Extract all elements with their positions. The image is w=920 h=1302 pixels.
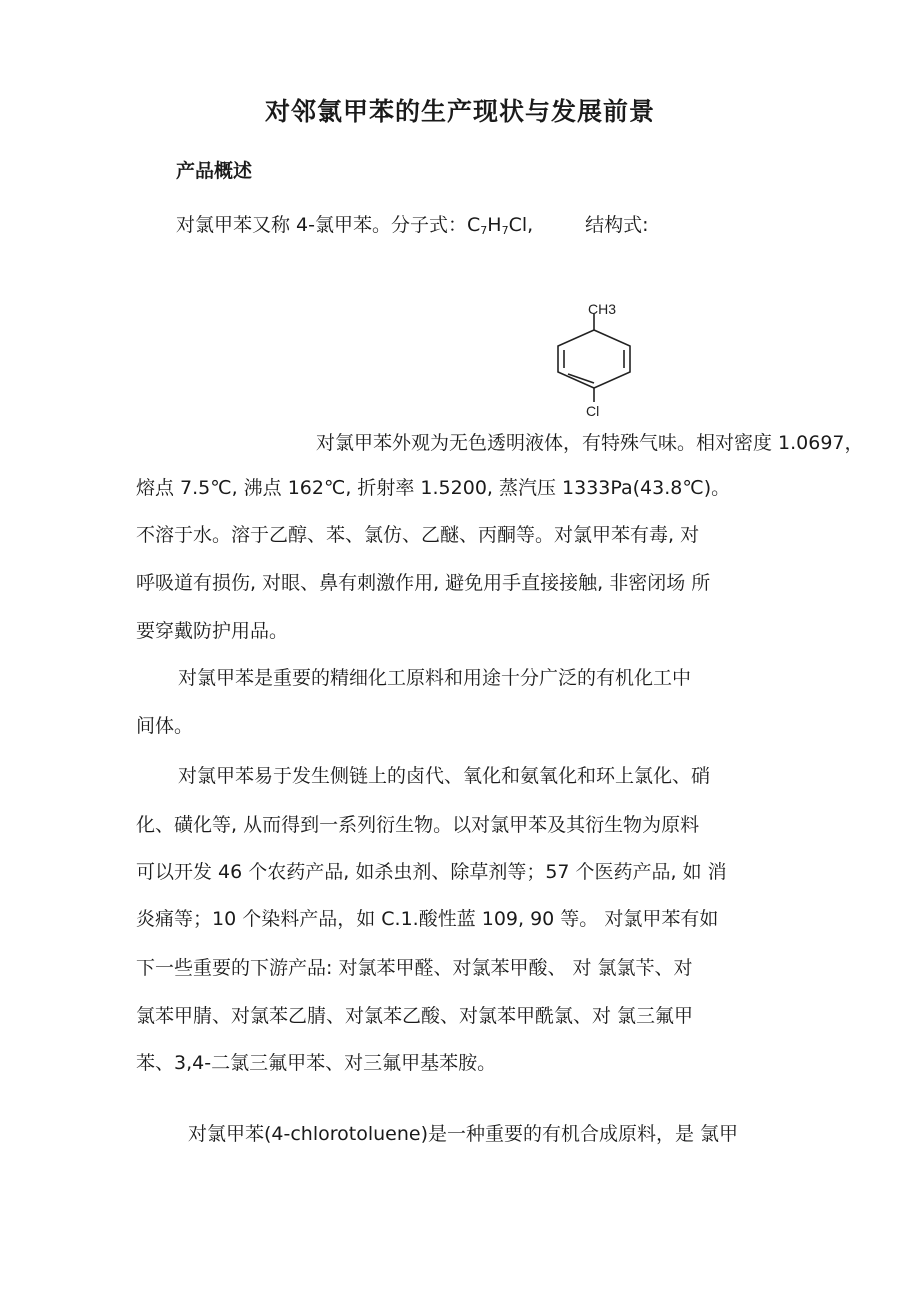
- intro-line: [176, 212, 649, 244]
- body-line: 间体。: [136, 715, 194, 737]
- structure-label: 结构式:: [585, 214, 649, 236]
- section-heading: 产品概述: [176, 160, 253, 182]
- body-line: 呼吸道有损伤, 对眼、鼻有刺激作用, 避免用手直接接触, 非密闭场 所: [136, 572, 711, 594]
- body-line: 氯苯甲腈、对氯苯乙腈、对氯苯乙酸、对氯苯甲酰氯、对 氯三氟甲: [136, 1005, 694, 1027]
- formula-suffix: Cl,: [508, 214, 534, 236]
- formula-subscript-h: 7: [501, 224, 509, 237]
- body-line: 熔点 7.5℃, 沸点 162℃, 折射率 1.5200, 蒸汽压 1333Pa(43.8℃)。: [136, 477, 731, 499]
- methyl-group-label: CH3: [588, 301, 617, 317]
- benzene-ring: [558, 330, 630, 388]
- formula-prefix: 对氯甲苯又称 4-氯甲苯。分子式：C: [176, 214, 481, 236]
- body-line: 对氯甲苯外观为无色透明液体，有特殊气味。相对密度 1.0697，: [316, 432, 864, 454]
- body-line: 化、磺化等, 从而得到一系列衍生物。以对氯甲苯及其衍生物为原料: [136, 814, 700, 836]
- page-title: 对邻氯甲苯的生产现状与发展前景: [264, 97, 655, 126]
- body-line: 对氯甲苯(4-chlorotoluene)是一种重要的有机合成原料，是 氯甲: [188, 1123, 739, 1145]
- body-line: 对氯甲苯易于发生侧链上的卤代、氧化和氨氧化和环上氯化、硝: [178, 765, 711, 787]
- body-line: 苯、3,4-二氯三氟甲苯、对三氟甲基苯胺。: [136, 1052, 497, 1074]
- body-line: 不溶于水。溶于乙醇、苯、氯仿、乙醚、丙酮等。对氯甲苯有毒, 对: [136, 524, 700, 546]
- formula-h: H: [487, 214, 502, 236]
- body-line: 对氯甲苯是重要的精细化工原料和用途十分广泛的有机化工中: [178, 667, 692, 689]
- chlorine-label: Cl: [586, 403, 600, 419]
- structural-formula-diagram: [548, 296, 648, 420]
- formula-subscript-c: 7: [480, 224, 488, 237]
- body-line: 下一些重要的下游产品: 对氯苯甲醛、对氯苯甲酸、 对 氯氯苄、对: [136, 957, 693, 979]
- body-line: 可以开发 46 个农药产品, 如杀虫剂、除草剂等；57 个医药产品, 如 消: [136, 861, 727, 883]
- body-line: 炎痛等；10 个染料产品，如 C.1.酸性蓝 109, 90 等。 对氯甲苯有如: [136, 908, 719, 930]
- body-line: 要穿戴防护用品。: [136, 620, 289, 642]
